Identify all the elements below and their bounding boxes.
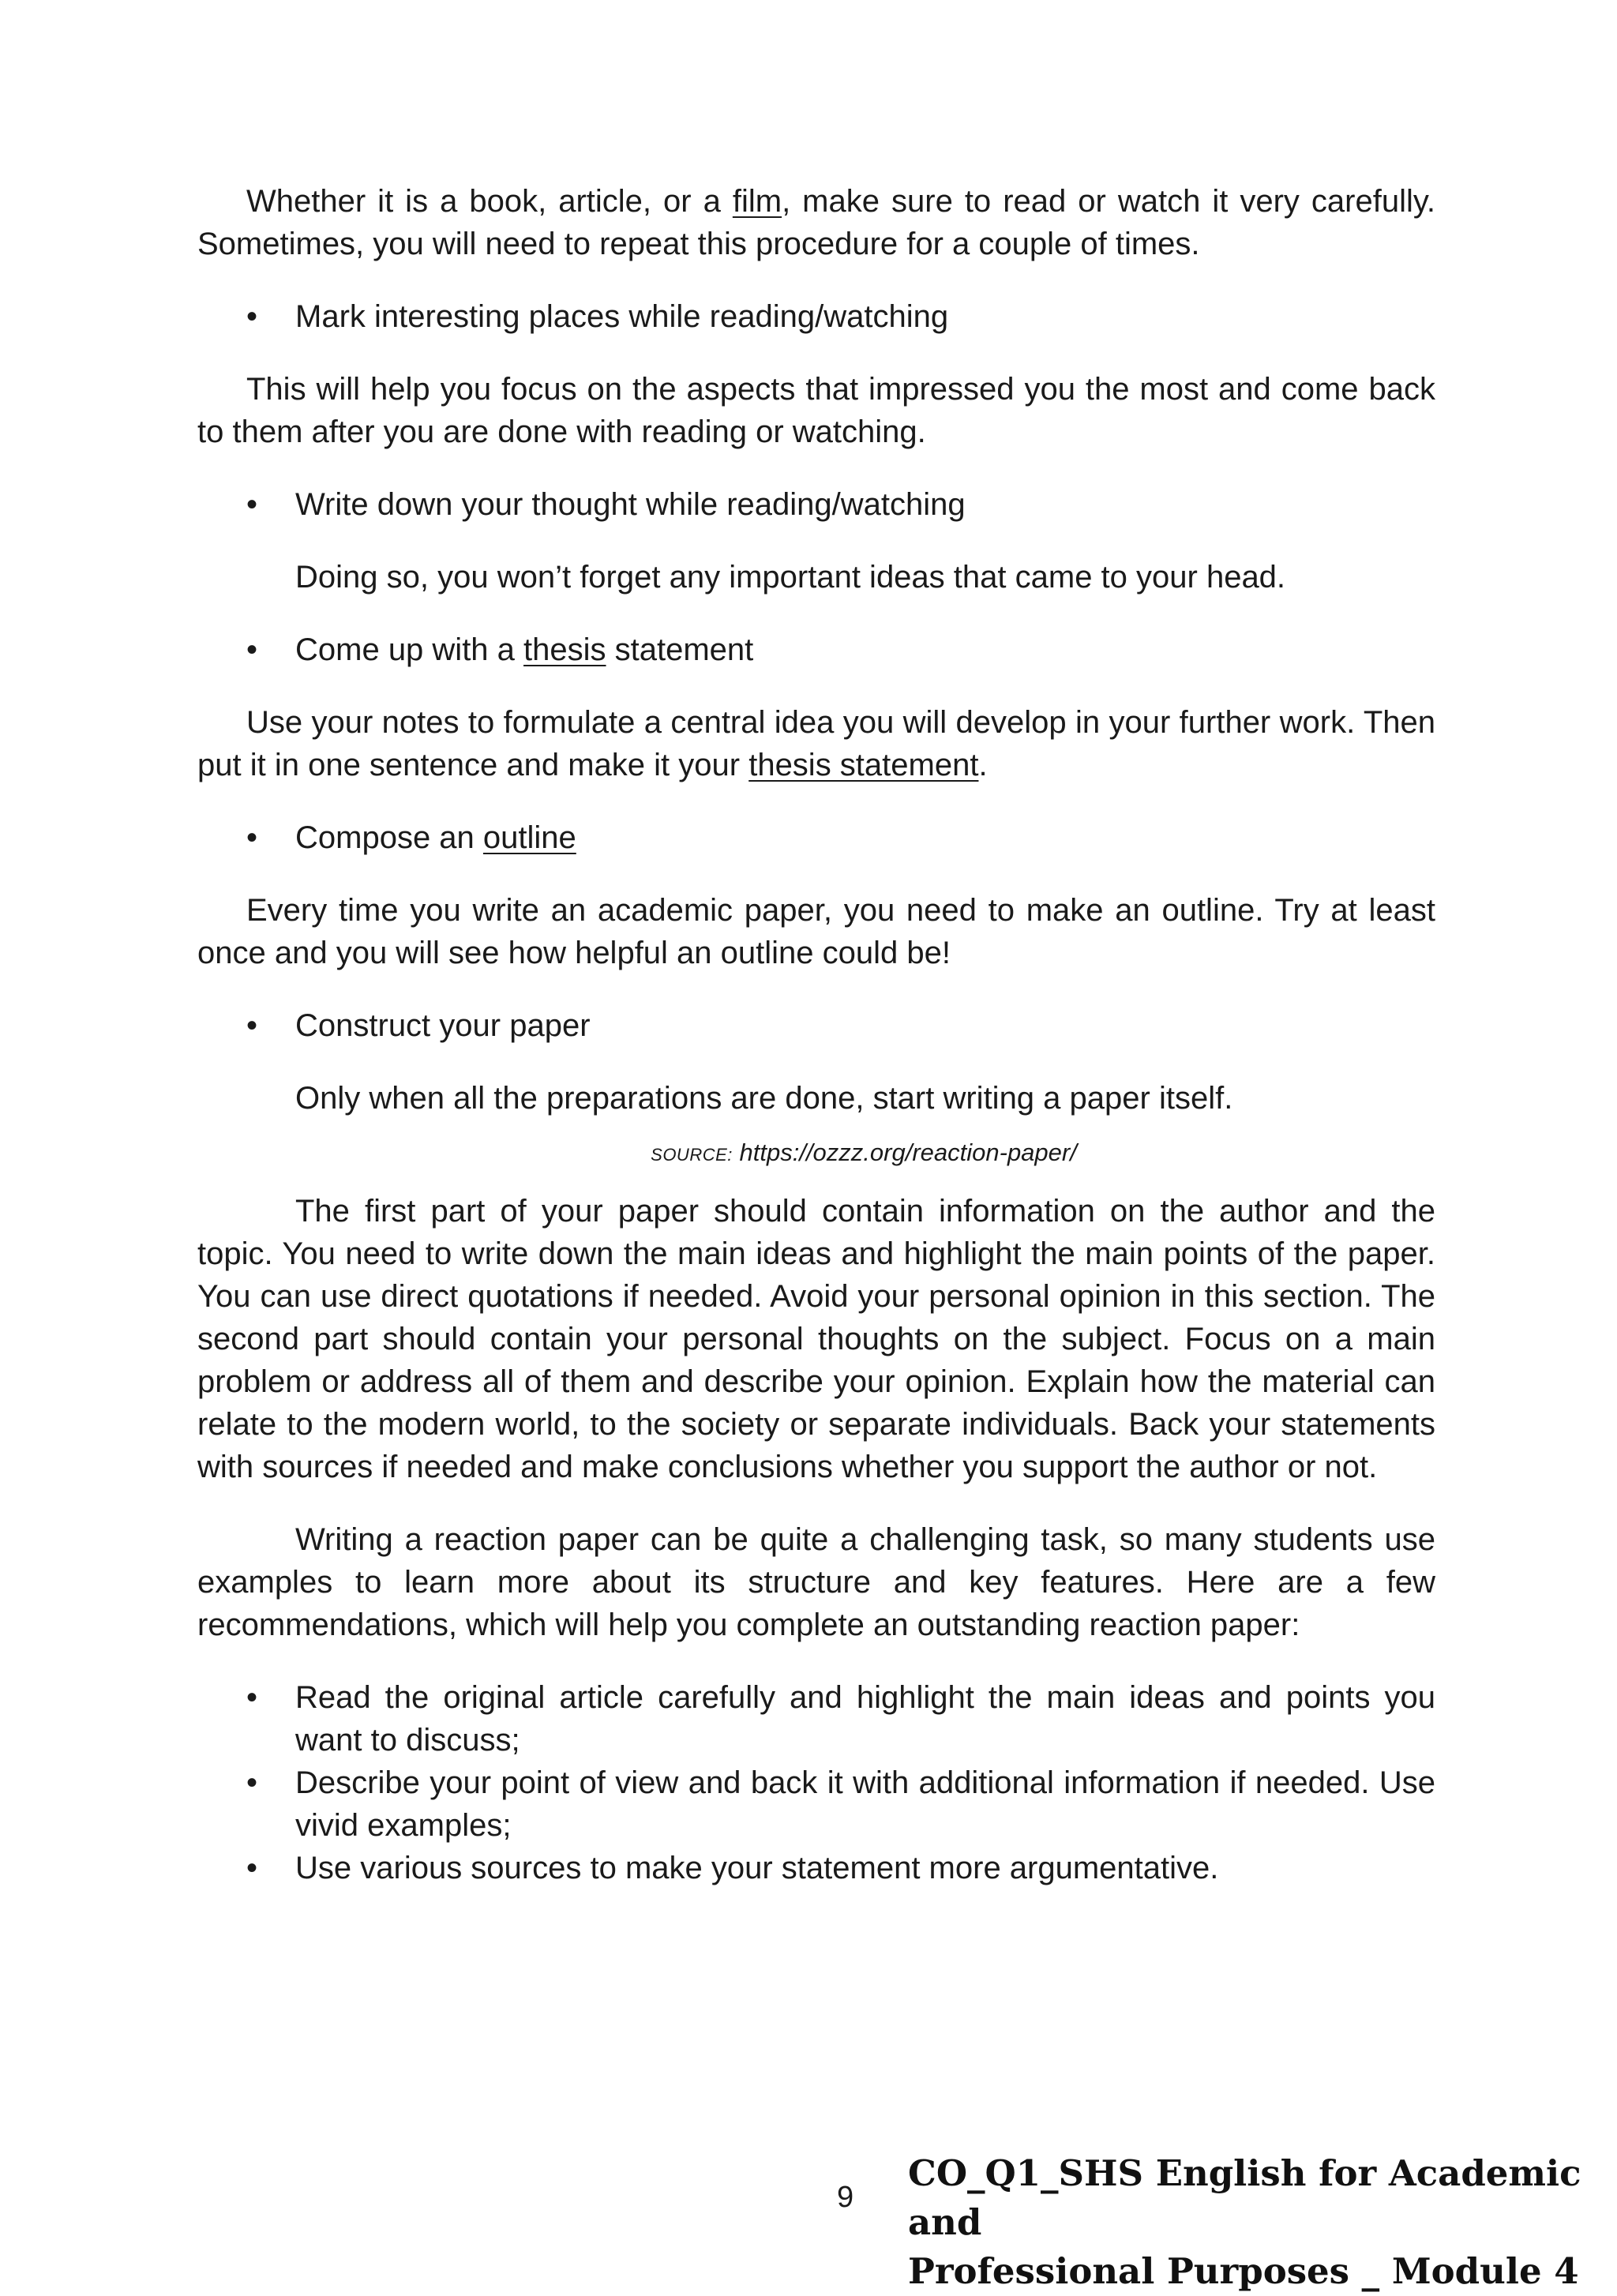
text: , make sure to read or watch it very carefully. Sometimes, you will need to repeat this procedure for a couple of times. [197, 184, 1436, 261]
bullet-icon: • [246, 299, 258, 334]
paragraph-notes [197, 701, 1435, 786]
source-url: https://ozzz.org/reaction-paper/ [739, 1139, 1077, 1166]
bullet-icon: • [246, 1008, 258, 1043]
paragraph-doing-so: Doing so, you won’t forget any important ideas that came to your head. [295, 560, 1286, 595]
bullet-outline [197, 816, 1435, 859]
list-item-text: Describe your point of view and back it with additional information if needed. Use vivid examples; [295, 1765, 1435, 1843]
paragraph-first-part: The first part of your paper should contain information on the author and the topic. You need to write down the main ideas and highlight the main points of the paper. You can use direct quotations if needed. Avoid your personal opinion in this section. The second part should contain your personal thoughts on the subject. Focus on a main problem or address all of them and describe your opinion. Explain how the material can relate to the modern world, to the society or separate individuals. Back your statements with sources if needed and make conclusions whether you support the author or not. [197, 1194, 1435, 1484]
bullet-text: Construct your paper [295, 1008, 591, 1043]
bullet-construct [197, 1004, 1435, 1047]
module-title [908, 2149, 1617, 2296]
paragraph-writing-reaction: Writing a reaction paper can be quite a challenging task, so many students use examples to learn more about its structure and key features. Here are a few recommendations, which will help you complete an outstanding reaction paper: [197, 1522, 1435, 1642]
film-link[interactable]: film [732, 184, 782, 219]
bullet-thesis [197, 628, 1435, 671]
bullet-icon: • [246, 1765, 258, 1800]
source-label: SOURCE: [651, 1145, 733, 1165]
source-citation [197, 1137, 1435, 1171]
bullet-icon: • [246, 1851, 258, 1885]
bullet-text: Come up with a [295, 632, 524, 667]
bullet-text: Write down your thought while reading/watching [295, 487, 966, 522]
bullet-icon: • [246, 1680, 258, 1715]
module-title-line2: Professional Purposes _ Module 4 [908, 2250, 1579, 2292]
paragraph-read-carefully [197, 180, 1435, 265]
module-title-line1: CO_Q1_SHS English for Academic and [908, 2152, 1581, 2243]
bullet-icon: • [246, 487, 258, 522]
text: Whether it is a book, article, or a [246, 184, 733, 219]
bullet-text: Mark interesting places while reading/watching [295, 299, 949, 334]
text: . [978, 748, 988, 782]
thesis-link[interactable]: thesis [523, 632, 606, 667]
text: Use your notes to formulate a central idea you will develop in your further work. Then put it in one sentence and make it your [197, 705, 1435, 782]
thesis-statement-link[interactable]: thesis statement [748, 748, 979, 782]
bullet-icon: • [246, 632, 258, 667]
list-item [197, 1761, 1435, 1847]
bullet-icon: • [246, 820, 258, 855]
paragraph-preparations: Only when all the preparations are done, start writing a paper itself. [295, 1081, 1233, 1116]
bullet-text: Compose an [295, 820, 483, 855]
paragraph-focus: This will help you focus on the aspects that impressed you the most and come back to them after you are done with reading or watching. [197, 372, 1435, 449]
page-number: 9 [837, 2181, 854, 2214]
bullet-text: statement [606, 632, 754, 667]
bullet-write-thought [197, 483, 1435, 526]
list-item [197, 1847, 1435, 1889]
list-item-text: Read the original article carefully and highlight the main ideas and points you want to discuss; [295, 1680, 1435, 1758]
page-content [197, 180, 1435, 1889]
bullet-mark-places [197, 295, 1435, 338]
list-item [197, 1676, 1435, 1761]
paragraph-outline: Every time you write an academic paper, you need to make an outline. Try at least once and you will see how helpful an outline could be! [197, 893, 1435, 970]
list-item-text: Use various sources to make your statement more argumentative. [295, 1851, 1219, 1885]
outline-link[interactable]: outline [482, 820, 576, 855]
